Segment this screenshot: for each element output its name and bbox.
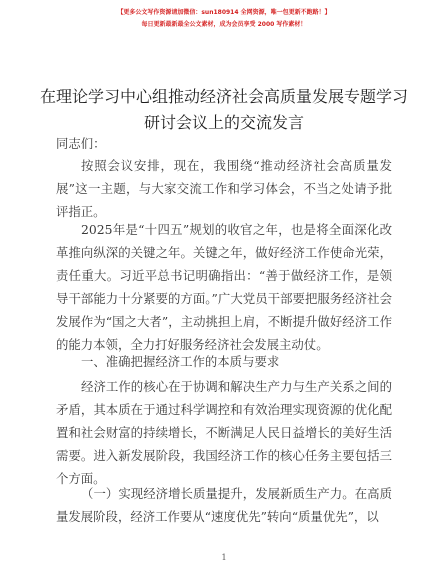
paragraph-context: 2025年是“十四五”规划的收官之年，也是将全面深化改革推向纵深的关键之年。关键之年，做好经济工作使命光荣，责任重大。习近平总书记明确指出：“善于做经济工作，是领导干部能力十分紧要的方面。”广大党员干部要把服务经济社会发展作为“国之大者”，主动挑担上肩，不断提升做好经济工作的能力本领，全力打好服务经济社会发展主动仗。 [56,222,392,352]
page-number: 1 [221,553,227,562]
promo-banner-line-1: 【更多公文写作资源请加微信：sun180914 全网资源，唯一包更新不跑路！】 [117,9,331,16]
section-heading: 一、准确把握经济工作的本质与要求 [81,354,280,369]
promo-banner-line-2: 每日更新最新最全公文素材，成为会员享受 2000 写作素材！ [141,21,307,28]
salutation: 同志们： [56,136,106,151]
paragraph-intro: 按照会议安排，现在，我围绕“推动经济社会高质量发展”这一主题，与大家交流工作和学习体会，不当之处请予批评指正。 [56,158,392,219]
promo-banner [0,8,448,30]
section-paragraph: 经济工作的核心在于协调和解决生产力与生产关系之间的矛盾，其本质在于通过科学调控和有效治理实现资源的优化配置和社会财富的持续增长，不断满足人民日益增长的美好生活需要。进入新发展阶段，我国经济工作的核心任务主要包括三个方面。 [56,379,392,486]
subsection-paragraph: （一）实现经济增长质量提升，发展新质生产力。在高质量发展阶段，经济工作要从“速度优先”转向“质量优先”，以 [56,486,392,524]
document-title: 在理论学习中心组推动经济社会高质量发展专题学习研讨会议上的交流发言 [40,87,409,132]
